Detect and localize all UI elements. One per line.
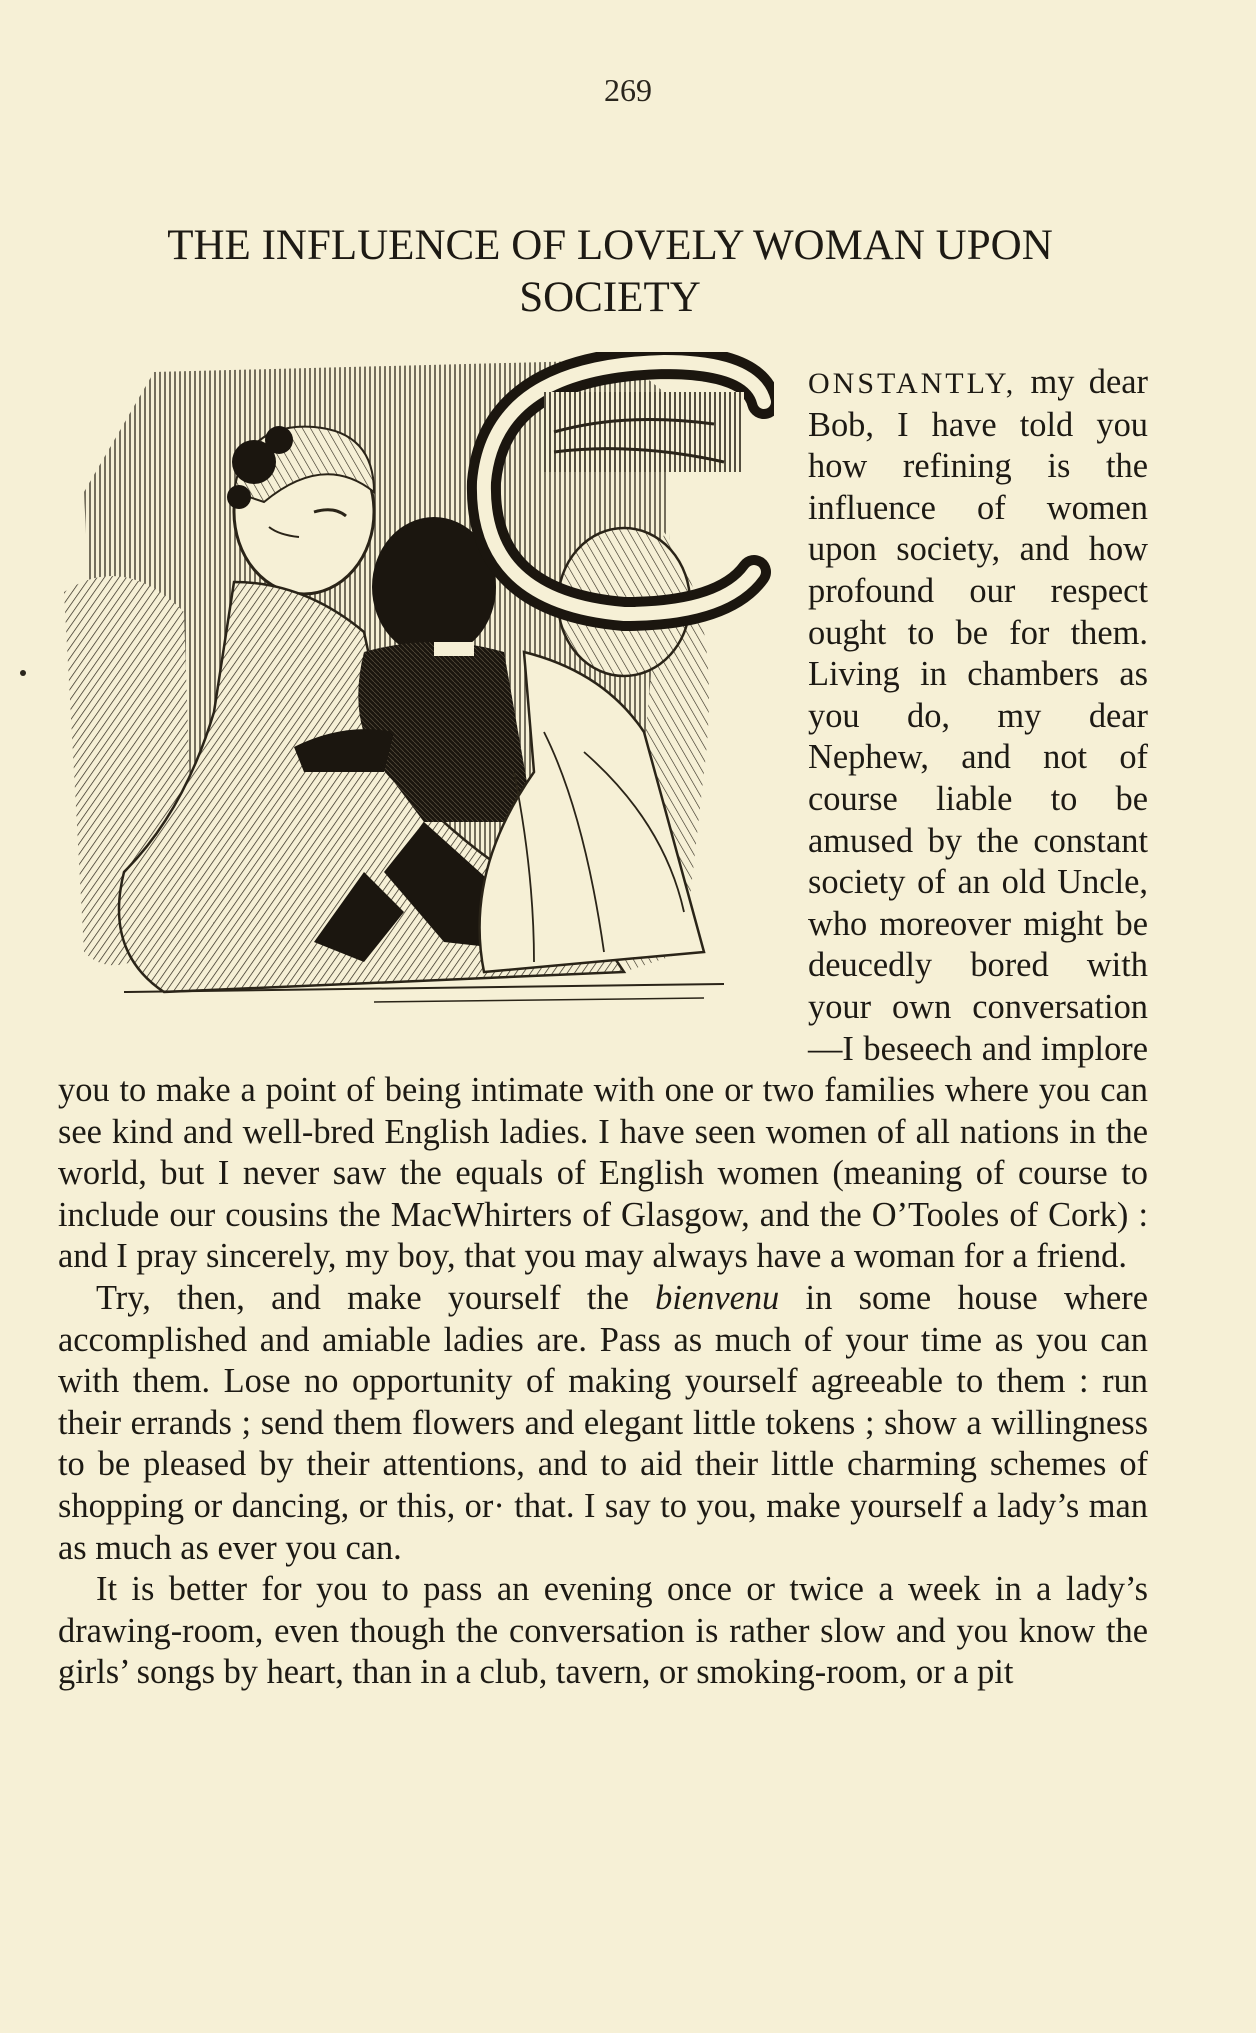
paragraph-2-italic: bienvenu [655, 1279, 780, 1318]
chapter-title [100, 220, 1120, 324]
page-number: 269 [604, 72, 652, 108]
ink-mark [20, 670, 26, 676]
paragraph-2-text-b: in some house where accomplished and amiable ladies are. Pass as much of your time as you can with them. Lose no opportunity of making yourself agreeable to them : run their errands ; send them flowers and elegant little tokens ; show a willingness to be pleased by their attentions, and to aid their little charming schemes of shopping or dancing, or this, or· that. I say to you, make yourself a lady’s man as much as ever you can. [58, 1279, 1148, 1567]
paragraph-2 [58, 1278, 1148, 1569]
body-text [58, 362, 1148, 1694]
paragraph-2-text-a: Try, then, and make yourself the [96, 1279, 629, 1318]
chapter-title-line2: SOCIETY [519, 274, 701, 321]
chapter-title-line1: THE INFLUENCE OF LOVELY WOMAN UPON [167, 222, 1053, 269]
drop-cap-continuation: ONSTANTLY, [808, 367, 1017, 400]
paragraph-1-text: my dear Bob, I have told you how refining is the influence of women upon society, and how profound our respect ought to be for them. Living in chambers as you do, my dear Nephew, and not of course liable to be amused by the constant society of an old Uncle, who moreover might be deucedly bored with your own conversation—I beseech and implore you to make a point of being intimate with one or two families where you can see kind and well-bred English ladies. I have seen women of all nations in the world, but I never saw the equals of English women (meaning of course to include our cousins the MacWhirters of Glasgow, and the O’Tooles of Cork) : and I pray sincerely, my boy, that you may always have a woman for a friend. [58, 363, 1148, 1276]
paragraph-3: It is better for you to pass an evening once or twice a week in a lady’s drawing-room, even though the conversation is rather slow and you know the girls’ songs by heart, than in a club, tavern, or smoking-room, or a pit [58, 1570, 1148, 1692]
illustration-space [58, 362, 808, 1034]
